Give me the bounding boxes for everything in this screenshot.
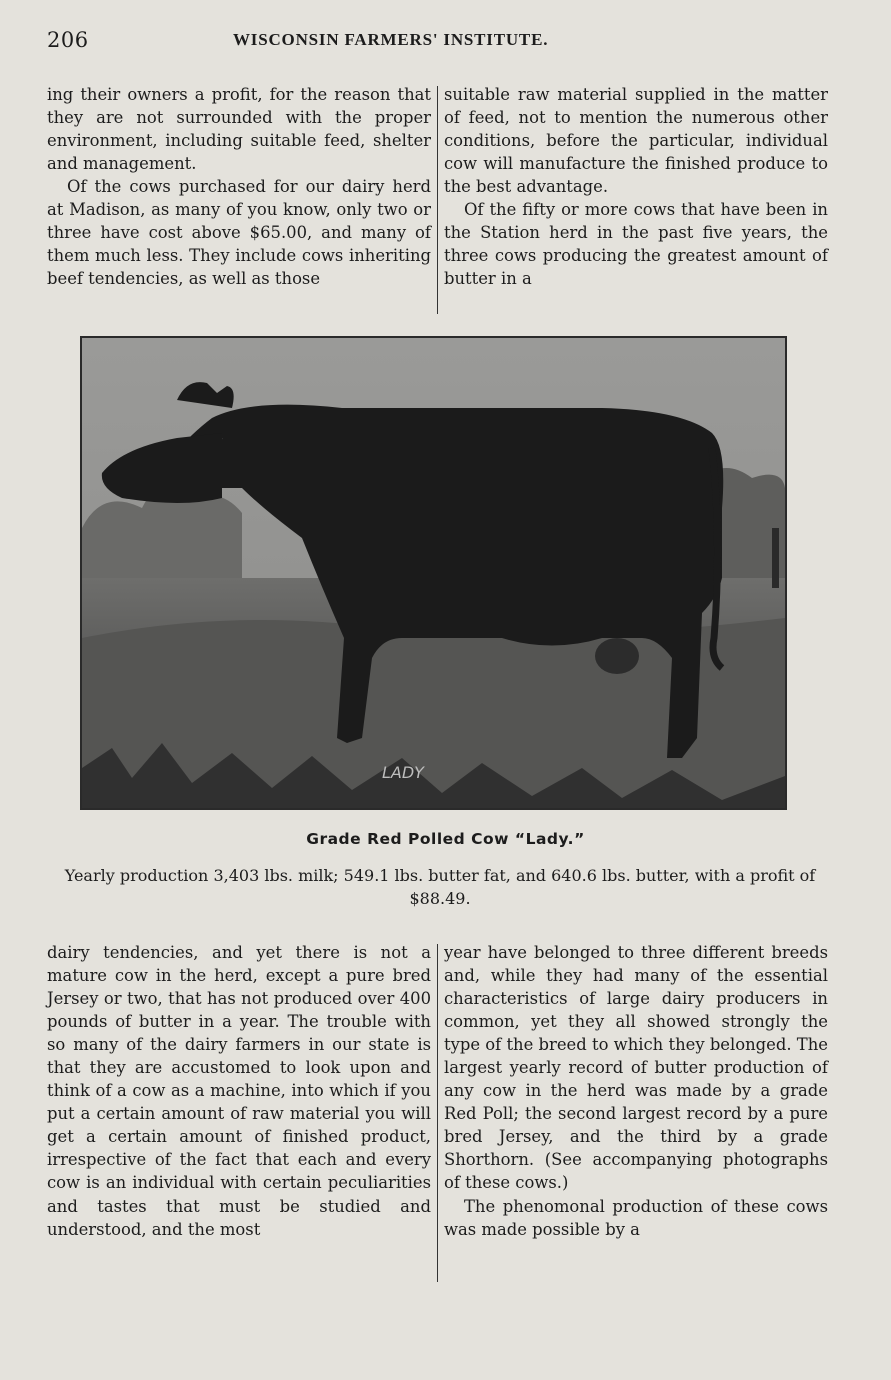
cow-photo-illustration [82, 338, 785, 808]
top-left-column [47, 83, 431, 290]
caption-text: Yearly production 3,403 lbs. milk; 549.1 lbs. butter fat, and 640.6 lbs. butter, with a profit of $88.49. [64, 866, 816, 908]
page-header [47, 26, 837, 56]
paragraph: ing their owners a profit, for the reason that they are not surrounded with the proper environment, including suitable feed, shelter and management. [47, 85, 431, 174]
column-rule [437, 944, 438, 1282]
paragraph: Of the fifty or more cows that have been in the Station herd in the past five years, the three cows producing the greatest amount of butter in a [444, 200, 828, 289]
bottom-right-column [444, 941, 828, 1241]
paragraph: year have belonged to three different breeds and, while they had many of the essential characteristics of large dairy producers in common, yet they all showed strongly the type of the breed to which they belonged. The largest yearly record of butter production of any cow in the herd was made by a grade Red Poll; the second largest record by a pure bred Jersey, and the third by a grade Shorthorn. (See accompanying photographs of these cows.) [444, 943, 828, 1193]
paragraph: dairy tendencies, and yet there is not a mature cow in the herd, except a pure bred Jersey or two, that has not produced over 400 pounds of butter in a year. The trouble with so many of the dairy farmers in our state is that they are accustomed to look upon and think of a cow as a machine, into which if you put a certain amount of raw material you will get a certain amount of finished product, irrespective of the fact that each and every cow is an individual with certain peculiarities and tastes that must be studied and understood, and the most [47, 943, 431, 1239]
bottom-left-column [47, 941, 431, 1241]
column-rule [437, 86, 438, 314]
cow-photograph [80, 336, 787, 810]
running-title: WISCONSIN FARMERS' INSTITUTE. [233, 30, 549, 49]
paragraph: The phenomonal production of these cows was made possible by a [444, 1196, 828, 1239]
caption-title: Grade Red Polled Cow “Lady.” [306, 830, 585, 848]
paragraph: Of the cows purchased for our dairy herd at Madison, as many of you know, only two or three have cost above $65.00, and many of them much less. They include cows inheriting beef tendencies, as well as those [47, 177, 431, 289]
paragraph: suitable raw material supplied in the matter of feed, not to mention the numerous other conditions, before the particular, individual cow will manufacture the finished produce to the best advantage. [444, 85, 828, 197]
top-right-column [444, 83, 828, 290]
page-number: 206 [47, 28, 89, 52]
photo-label: LADY [382, 763, 424, 782]
